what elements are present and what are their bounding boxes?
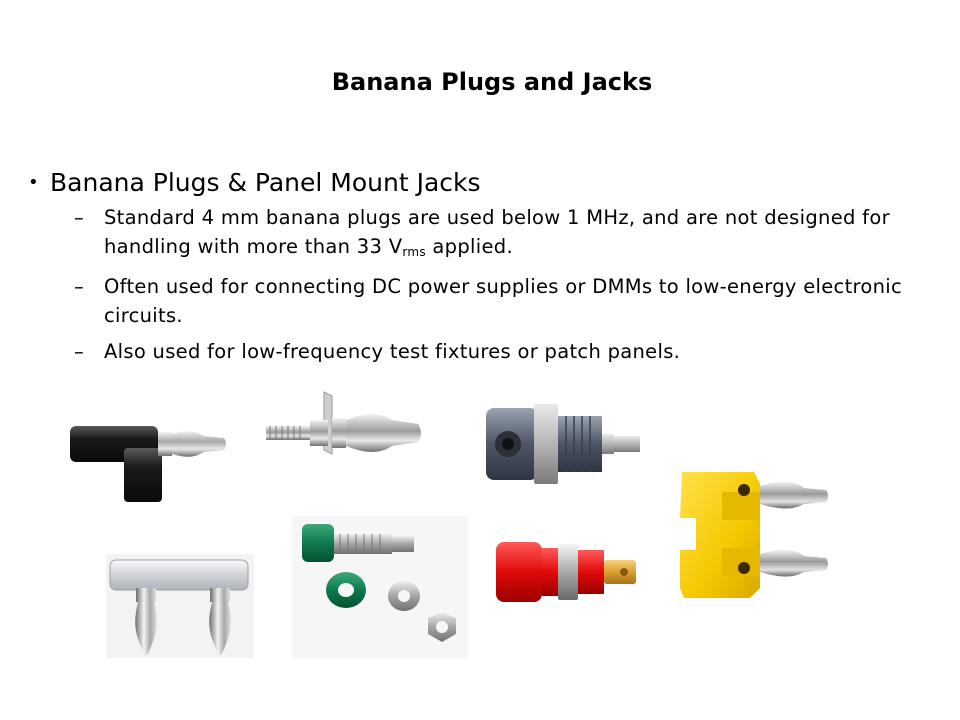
dash-icon: – <box>74 340 85 363</box>
slide-title: Banana Plugs and Jacks <box>331 68 653 96</box>
sub-bullet-3-text: Also used for low-frequency test fixtures or patch panels. <box>104 340 681 363</box>
threaded-banana-plug-image <box>262 388 428 460</box>
bullet-item <box>28 168 928 198</box>
right-angle-banana-plug-image <box>64 418 230 508</box>
bullet-dot-icon: • <box>28 172 39 193</box>
sub-bullet-2-text: Often used for connecting DC power supplies or DMMs to low-energy electronic circuits. <box>104 275 903 327</box>
sub-bullet-1-tail: applied. <box>425 235 513 258</box>
yellow-double-banana-plug-image <box>676 464 842 602</box>
dash-icon: – <box>74 275 85 298</box>
slide-body <box>28 168 928 366</box>
rms-subscript: rms <box>402 245 426 259</box>
sub-bullet-2 <box>74 272 928 330</box>
green-jack-kit-image <box>292 516 468 658</box>
sub-bullet-1-main: Standard 4 mm banana plugs are used below 1 MHz, and are not designed for handling with more than 33 V <box>104 206 890 258</box>
panel-mount-jack-grey-image <box>478 400 644 494</box>
sub-bullet-1 <box>74 203 928 267</box>
sub-bullet-3 <box>74 337 928 366</box>
bullet-text: Banana Plugs & Panel Mount Jacks <box>50 168 481 197</box>
red-panel-jack-image <box>492 534 642 612</box>
sub-bullet-1-text <box>104 203 928 267</box>
shorting-banana-plug-image <box>106 554 254 658</box>
dash-icon: – <box>74 206 85 229</box>
